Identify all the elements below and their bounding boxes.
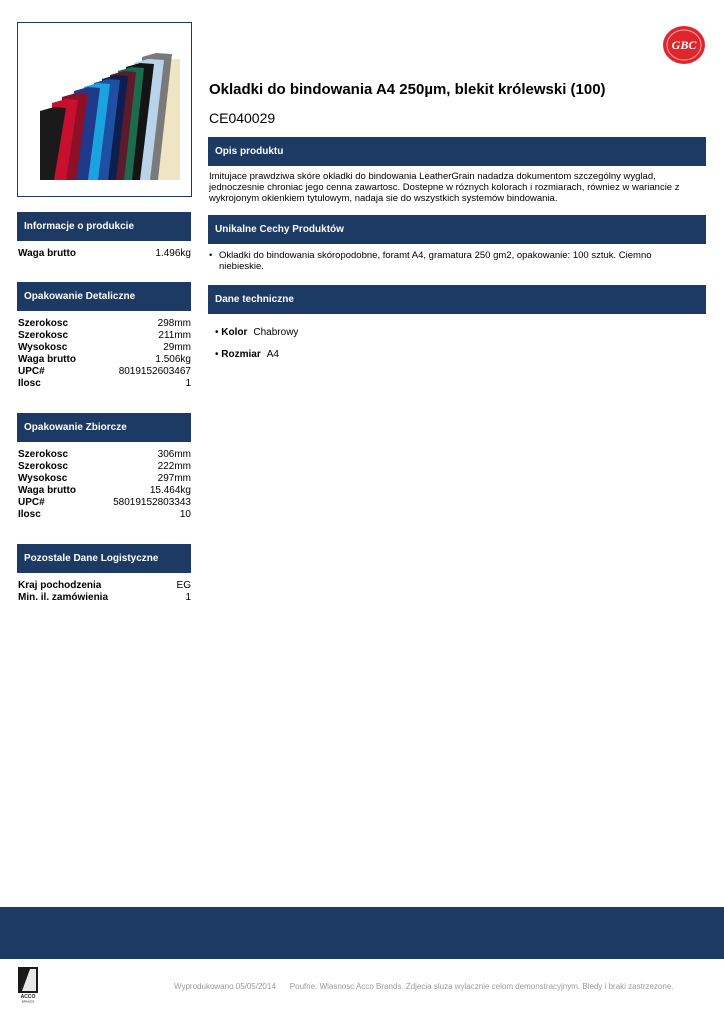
section-header-opis: Opis produktu (208, 137, 706, 166)
table-row: Waga brutto 1.506kg (18, 354, 191, 365)
table-row: Szerokosc 298mm (18, 318, 191, 329)
tech-value: Chabrowy (253, 327, 299, 338)
table-row: UPC# 8019152603467 (18, 366, 191, 377)
table-row: Szerokosc 222mm (18, 461, 191, 472)
product-code: CE040029 (209, 110, 276, 126)
table-row: Wysokosc 29mm (18, 342, 191, 353)
acco-brands-logo (18, 967, 38, 1003)
tech-value: A4 (266, 349, 279, 360)
table-row: Wysokosc 297mm (18, 473, 191, 484)
feature-item (209, 250, 689, 272)
table-row: Kraj pochodzenia EG (18, 580, 191, 591)
tech-label: Rozmiar (221, 349, 261, 360)
detaliczne-table (18, 318, 191, 390)
table-row: Waga brutto 15.464kg (18, 485, 191, 496)
tech-item-kolor: • Kolor Chabrowy (215, 327, 299, 338)
table-row: Szerokosc 306mm (18, 449, 191, 460)
table-row: Ilosc 1 (18, 378, 191, 389)
logo-text: GBC (671, 38, 697, 52)
tech-item-rozmiar: • Rozmiar A4 (215, 349, 279, 360)
zbiorcze-table (18, 449, 191, 521)
table-row: Ilosc 10 (18, 509, 191, 520)
section-header-cechy: Unikalne Cechy Produktów (208, 215, 706, 244)
table-row: Szerokosc 211mm (18, 330, 191, 341)
svg-text:ACCO: ACCO (20, 994, 36, 1000)
tech-label: Kolor (221, 327, 248, 338)
table-row: Min. il. zamówienia 1 (18, 592, 191, 603)
features-list (209, 250, 689, 272)
product-title: Okladki do bindowania A4 250µm, blekit królewski (100) (209, 81, 606, 98)
feature-text: Okladki do bindowania skóropodobne, foramt A4, gramatura 250 gm2, opakowanie: 100 sztuk. Ciemno niebieskie. (219, 250, 652, 272)
binding-covers-illustration (18, 23, 191, 196)
legal-notice: Poufne. Wlasnosc Acco Brands. Zdjecia sluza wylacznie celom demonstracyjnym. Bledy i braki zastrzezone. (289, 982, 674, 991)
product-image (17, 22, 192, 197)
section-header-informacje: Informacje o produkcie (17, 212, 191, 241)
svg-text:BRANDS: BRANDS (21, 999, 35, 1003)
bullet-icon: • (209, 250, 213, 261)
section-header-dane: Dane techniczne (208, 285, 706, 314)
section-header-logistyczne: Pozostale Dane Logistyczne (17, 544, 191, 573)
logistyczne-table (18, 580, 191, 604)
section-header-zbiorcze: Opakowanie Zbiorcze (17, 413, 191, 442)
footer-band (0, 907, 724, 959)
table-row: Waga brutto 1.496kg (18, 248, 191, 259)
discontinued-date: Wyprodukowano 05/05/2014 (174, 982, 276, 991)
table-row: UPC# 58019152803343 (18, 497, 191, 508)
product-description: Imitujace prawdziwa skóre okladki do bindowania LeatherGrain nadadza dokumentom szczególny wyglad, jednoczesnie chroniac jego cenna zawartosc. Dostepne w róznych kolorach i rozmiarach, równiez w wariancie z wykrojonym okienkiem tytulowym, nadaja sie do wszystkich systemów bindowania. (209, 171, 680, 204)
gbc-logo (662, 25, 706, 65)
footer-text (174, 982, 674, 991)
section-header-detaliczne: Opakowanie Detaliczne (17, 282, 191, 311)
informacje-table (18, 248, 191, 260)
